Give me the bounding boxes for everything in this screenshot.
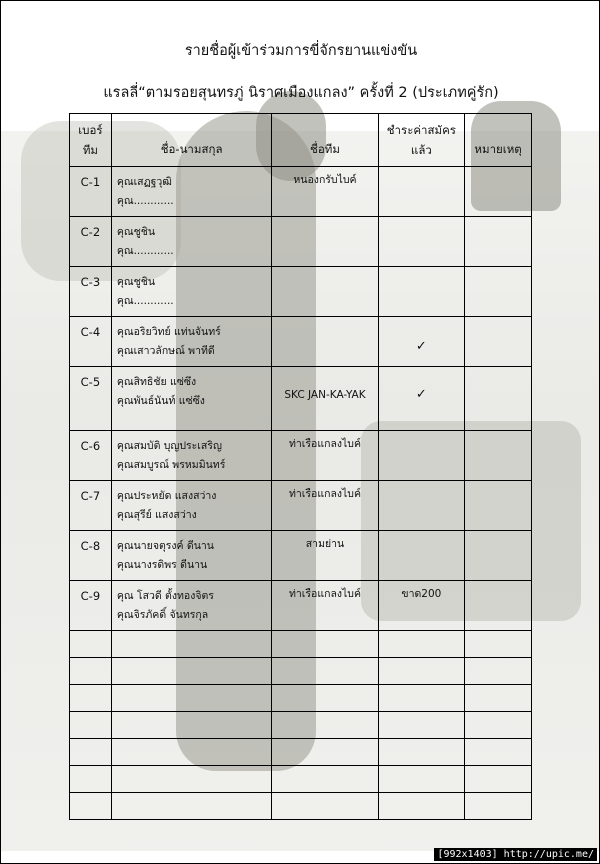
empty-cell <box>111 739 272 766</box>
team-number: C-9 <box>70 581 112 631</box>
page-subtitle: แรลลี่“ตามรอยสุนทรภู่ นิราศเมืองแกลง” ครั้งที่ 2 (ประเภทคู่รัก) <box>103 85 499 101</box>
note-cell <box>465 217 532 267</box>
header-note-label: หมายเหตุ <box>474 142 522 156</box>
empty-row <box>70 631 532 658</box>
header-number-line2: ทีม <box>82 143 98 157</box>
table-row <box>70 267 532 317</box>
header-paid <box>378 114 465 167</box>
participant-names <box>111 317 272 367</box>
participant-name-2: คุณนางรดิพร ดีนาน <box>116 559 208 571</box>
note-cell <box>465 167 532 217</box>
empty-cell <box>111 793 272 820</box>
empty-cell <box>465 685 532 712</box>
participant-name-1: คุณเสฏฐวุฒิ <box>116 176 172 188</box>
empty-cell <box>70 658 112 685</box>
participant-name-1: คุณชูชิน <box>116 226 156 238</box>
empty-cell <box>378 739 465 766</box>
empty-cell <box>465 739 532 766</box>
team-number: C-8 <box>70 531 112 581</box>
table-row <box>70 581 532 631</box>
participant-names <box>111 581 272 631</box>
empty-cell <box>272 685 378 712</box>
empty-row <box>70 658 532 685</box>
empty-cell <box>378 631 465 658</box>
header-team-label: ชื่อทีม <box>310 142 340 156</box>
participant-name-1: คุณนายจตุรงค์ ดีนาน <box>116 540 214 552</box>
registration-table <box>69 113 532 820</box>
header-names <box>111 114 272 167</box>
paid-status <box>378 317 465 367</box>
participant-name-2: คุณเสาวลักษณ์ พาทีดี <box>116 345 215 357</box>
empty-cell <box>272 793 378 820</box>
team-name <box>272 317 378 367</box>
empty-row <box>70 685 532 712</box>
participant-names <box>111 531 272 581</box>
empty-cell <box>111 658 272 685</box>
empty-cell <box>465 712 532 739</box>
table-row <box>70 431 532 481</box>
table-header-row <box>70 114 532 167</box>
participant-name-2: คุณ............ <box>116 195 174 207</box>
note-cell <box>465 367 532 431</box>
participant-names <box>111 431 272 481</box>
team-number: C-7 <box>70 481 112 531</box>
empty-cell <box>378 685 465 712</box>
empty-cell <box>465 793 532 820</box>
participant-names <box>111 481 272 531</box>
paid-status <box>378 431 465 481</box>
paid-status <box>378 167 465 217</box>
header-paid-line2: แล้ว <box>410 143 432 157</box>
empty-cell <box>378 766 465 793</box>
team-name <box>272 267 378 317</box>
header-number <box>70 114 112 167</box>
paid-status <box>378 481 465 531</box>
empty-cell <box>378 658 465 685</box>
team-name: ท่าเรือแกลงไบค์ <box>272 481 378 531</box>
table-row <box>70 481 532 531</box>
empty-row <box>70 793 532 820</box>
team-name: สามย่าน <box>272 531 378 581</box>
header-names-label: ชื่อ-นามสกุล <box>160 142 223 156</box>
team-number: C-6 <box>70 431 112 481</box>
participant-names <box>111 217 272 267</box>
team-name <box>272 217 378 267</box>
team-number: C-3 <box>70 267 112 317</box>
team-number: C-4 <box>70 317 112 367</box>
header-paid-line1: ชำระค่าสมัคร <box>386 123 456 137</box>
table-row <box>70 367 532 431</box>
participant-name-1: คุณสมบัติ บุญประเสริญ <box>116 440 222 452</box>
participant-name-1: คุณอริยวิทย์ แท่นจันทร์ <box>116 326 221 338</box>
participant-name-2: คุณ............ <box>116 295 174 307</box>
team-name: SKC JAN-KA-YAK <box>272 367 378 431</box>
empty-cell <box>70 793 112 820</box>
participant-name-1: คุณประหยัด แสงสว่าง <box>116 490 217 502</box>
note-cell <box>465 481 532 531</box>
image-host-footer: [992x1403] http://upic.me/ <box>434 848 597 861</box>
note-cell <box>465 531 532 581</box>
participant-name-1: คุณ โสวดี ตั้งทองจิตร <box>116 590 214 602</box>
empty-cell <box>70 631 112 658</box>
team-number: C-2 <box>70 217 112 267</box>
header-note <box>465 114 532 167</box>
empty-cell <box>272 739 378 766</box>
paid-status <box>378 531 465 581</box>
table-row <box>70 531 532 581</box>
participant-names <box>111 367 272 431</box>
empty-cell <box>465 766 532 793</box>
header-number-line1: เบอร์ <box>78 123 103 137</box>
team-name: หนองกรับไบค์ <box>272 167 378 217</box>
empty-cell <box>70 766 112 793</box>
check-mark-icon: ✓ <box>415 339 427 354</box>
empty-cell <box>272 712 378 739</box>
empty-row <box>70 766 532 793</box>
note-cell <box>465 431 532 481</box>
check-mark-icon: ✓ <box>415 387 427 402</box>
empty-cell <box>465 658 532 685</box>
empty-cell <box>272 631 378 658</box>
empty-cell <box>70 712 112 739</box>
participant-name-1: คุณชูชิน <box>116 276 156 288</box>
participant-name-1: คุณสิทธิชัย แซ่ซึง <box>116 376 197 388</box>
team-name: ท่าเรือแกลงไบค์ <box>272 581 378 631</box>
empty-cell <box>70 685 112 712</box>
note-cell <box>465 267 532 317</box>
participant-name-2: คุณสมบูรณ์ พรหมมินทร์ <box>116 459 226 471</box>
empty-row <box>70 712 532 739</box>
participant-name-2: คุณพันธ์นันท์ แซ่ซึง <box>116 395 205 407</box>
empty-cell <box>111 685 272 712</box>
team-name: ท่าเรือแกลงไบค์ <box>272 431 378 481</box>
paid-status <box>378 367 465 431</box>
paid-status <box>378 267 465 317</box>
participant-name-2: คุณสุรีย์ แสงสว่าง <box>116 509 197 521</box>
participant-name-2: คุณจิรภัคดิ์ จันทรกุล <box>116 609 209 621</box>
participant-names <box>111 267 272 317</box>
page-title: รายชื่อผู้เข้าร่วมการขี่จักรยานแข่งขัน <box>184 43 418 59</box>
note-cell <box>465 581 532 631</box>
table-row <box>70 317 532 367</box>
empty-cell <box>272 766 378 793</box>
empty-cell <box>111 712 272 739</box>
participant-name-2: คุณ............ <box>116 245 174 257</box>
empty-cell <box>111 631 272 658</box>
team-number: C-5 <box>70 367 112 431</box>
table-row <box>70 167 532 217</box>
paid-status <box>378 581 465 631</box>
team-number: C-1 <box>70 167 112 217</box>
empty-cell <box>70 739 112 766</box>
table-row <box>70 217 532 267</box>
paid-status <box>378 217 465 267</box>
empty-cell <box>378 712 465 739</box>
empty-cell <box>465 631 532 658</box>
participant-names <box>111 167 272 217</box>
empty-cell <box>272 658 378 685</box>
empty-cell <box>111 766 272 793</box>
header-team <box>272 114 378 167</box>
note-cell <box>465 317 532 367</box>
empty-row <box>70 739 532 766</box>
empty-cell <box>378 793 465 820</box>
paid-note: ขาด200 <box>401 588 442 600</box>
